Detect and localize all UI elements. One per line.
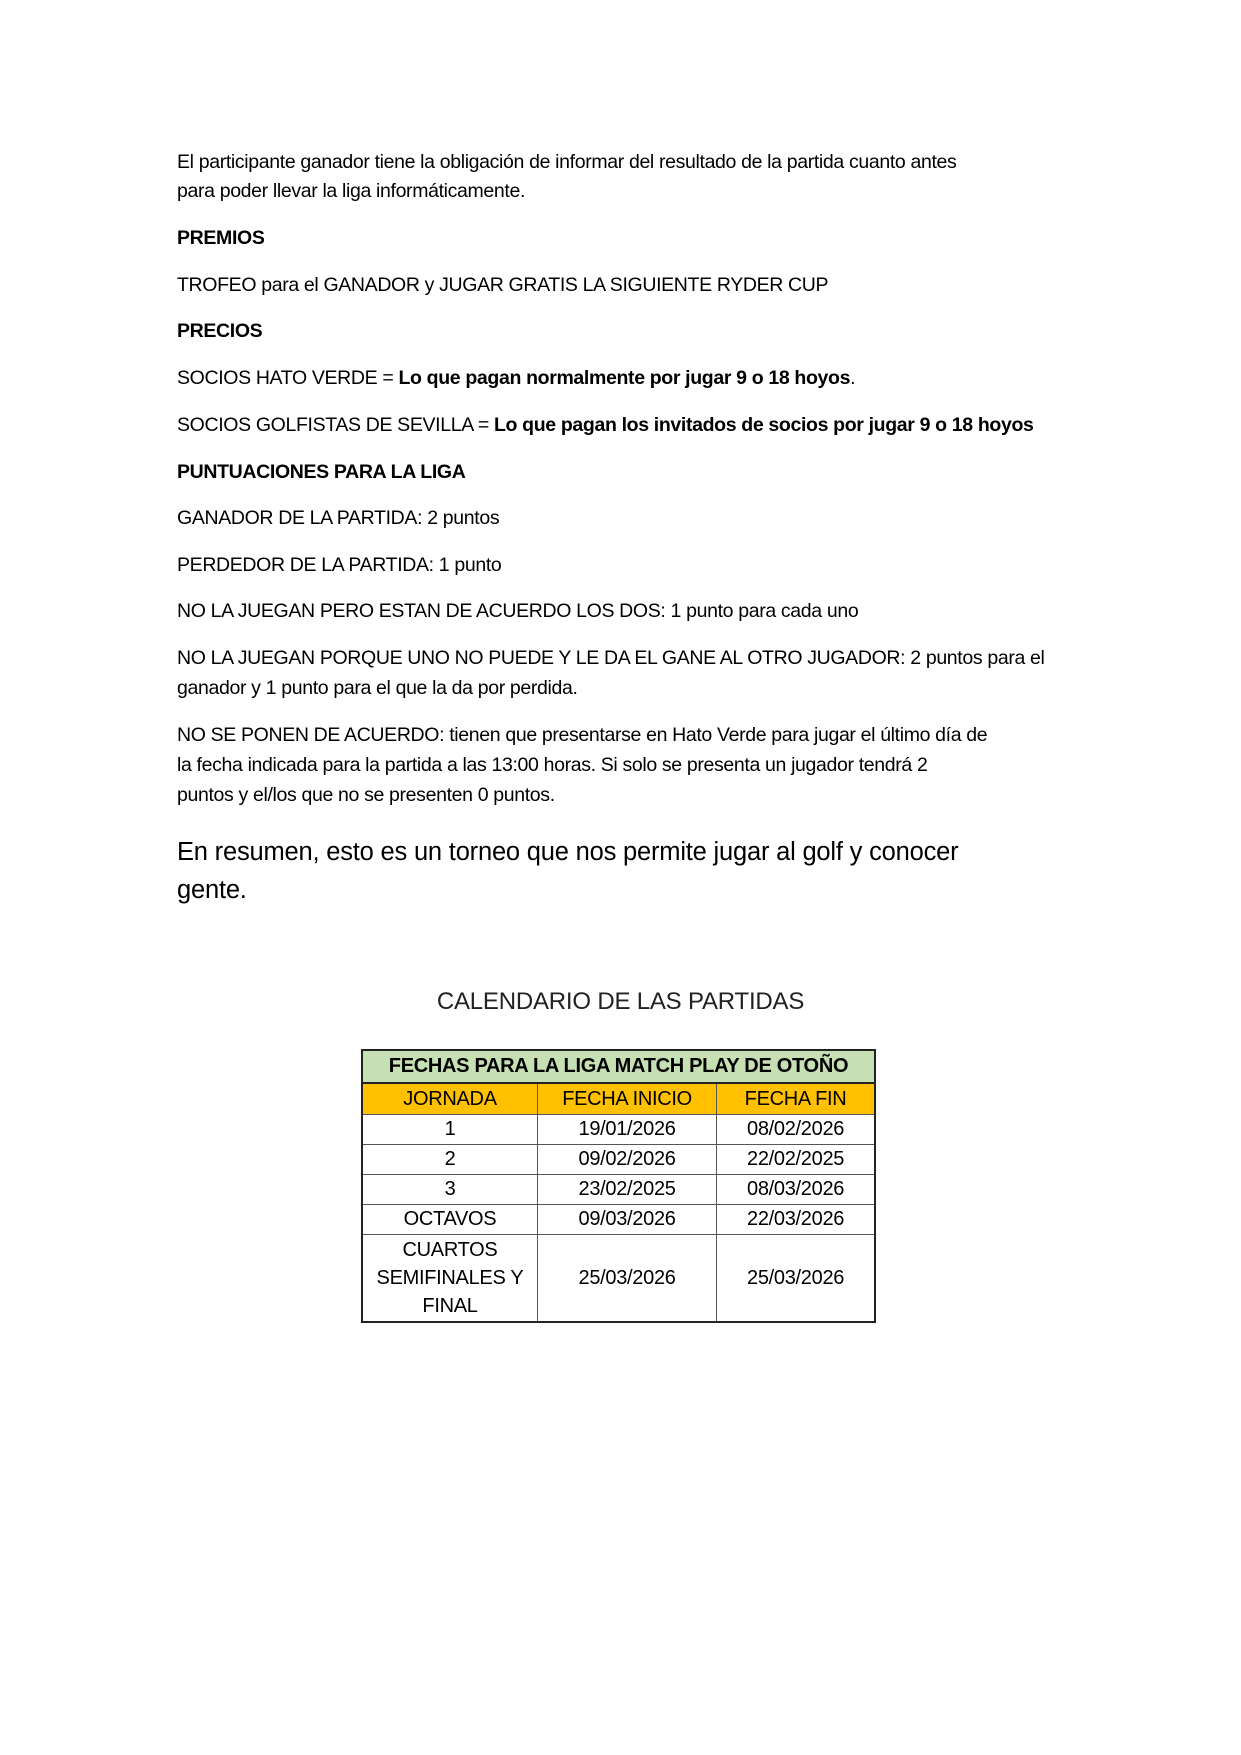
jornada-line: CUARTOS [402, 1239, 498, 1261]
cell-fecha-fin: 08/02/2026 [717, 1115, 875, 1145]
header-fecha-fin: FECHA FIN [717, 1083, 875, 1115]
calendar-header-row [362, 1083, 875, 1115]
cell-fecha-fin: 22/03/2026 [717, 1205, 875, 1235]
no-puede-rule-line-1: NO LA JUEGAN PORQUE UNO NO PUEDE Y LE DA EL GANE AL OTRO JUGADOR: 2 puntos para el [177, 647, 1045, 669]
precio-sevilla [177, 410, 1077, 441]
calendar-table [361, 1049, 876, 1323]
premios-heading: PREMIOS [177, 227, 265, 249]
cell-fecha-fin: 08/03/2026 [717, 1175, 875, 1205]
header-jornada: JORNADA [362, 1083, 538, 1115]
precio-hato-value: Lo que pagan normalmente por jugar 9 o 18 hoyos [398, 367, 851, 389]
precio-hato-end: . [850, 367, 856, 389]
puntuaciones-heading: PUNTUACIONES PARA LA LIGA [177, 461, 466, 483]
cell-jornada: 1 [362, 1115, 538, 1145]
header-fecha-inicio: FECHA INICIO [538, 1083, 717, 1115]
precios-heading: PRECIOS [177, 320, 263, 342]
calendar-table-title: FECHAS PARA LA LIGA MATCH PLAY DE OTOÑO [362, 1050, 875, 1083]
table-row [362, 1205, 875, 1235]
precio-hato-label: SOCIOS HATO VERDE = [177, 367, 399, 389]
intro-line-1: El participante ganador tiene la obligación de informar del resultado de la partida cuanto antes [177, 151, 957, 173]
jornada-line: FINAL [422, 1295, 478, 1317]
cell-fecha-inicio: 23/02/2025 [538, 1175, 717, 1205]
cell-fecha-inicio: 19/01/2026 [538, 1115, 717, 1145]
precio-sevilla-value: Lo que pagan los invitados de socios por jugar 9 o 18 hoyos [493, 414, 1034, 436]
table-row [362, 1115, 875, 1145]
ganador-rule: GANADOR DE LA PARTIDA: 2 puntos [177, 507, 500, 529]
no-puede-rule-line-2: ganador y 1 punto para el que la da por perdida. [177, 677, 578, 699]
intro-line-2: para poder llevar la liga informáticamente. [177, 180, 526, 202]
jornada-line: SEMIFINALES Y [376, 1267, 524, 1289]
cell-fecha-inicio: 09/02/2026 [538, 1145, 717, 1175]
acuerdo-rule: NO LA JUEGAN PERO ESTAN DE ACUERDO LOS DOS: 1 punto para cada uno [177, 600, 859, 622]
table-row [362, 1145, 875, 1175]
precio-sevilla-label: SOCIOS GOLFISTAS DE SEVILLA = [177, 414, 494, 436]
precio-hato-verde [177, 363, 1077, 394]
calendar-title: CALENDARIO DE LAS PARTIDAS [436, 988, 805, 1015]
table-row [362, 1175, 875, 1205]
cell-jornada: OCTAVOS [362, 1205, 538, 1235]
perdedor-rule: PERDEDOR DE LA PARTIDA: 1 punto [177, 554, 502, 576]
resumen-line-1: En resumen, esto es un torneo que nos permite jugar al golf y conocer [177, 838, 959, 866]
premios-text: TROFEO para el GANADOR y JUGAR GRATIS LA SIGUIENTE RYDER CUP [177, 274, 829, 296]
cell-fecha-fin: 25/03/2026 [717, 1235, 875, 1323]
cell-fecha-fin: 22/02/2025 [717, 1145, 875, 1175]
calendar-table-title-row [362, 1050, 875, 1083]
cell-jornada: 3 [362, 1175, 538, 1205]
desacuerdo-rule-line-3: puntos y el/los que no se presenten 0 puntos. [177, 784, 555, 806]
cell-fecha-inicio: 25/03/2026 [538, 1235, 717, 1323]
cell-jornada: 2 [362, 1145, 538, 1175]
table-row-final [362, 1235, 875, 1323]
cell-fecha-inicio: 09/03/2026 [538, 1205, 717, 1235]
resumen-line-2: gente. [177, 876, 247, 904]
cell-jornada-final [362, 1235, 538, 1323]
desacuerdo-rule-line-2: la fecha indicada para la partida a las 13:00 horas. Si solo se presenta un jugador tendrá 2 [177, 754, 928, 776]
desacuerdo-rule-line-1: NO SE PONEN DE ACUERDO: tienen que presentarse en Hato Verde para jugar el último día de [177, 724, 988, 746]
